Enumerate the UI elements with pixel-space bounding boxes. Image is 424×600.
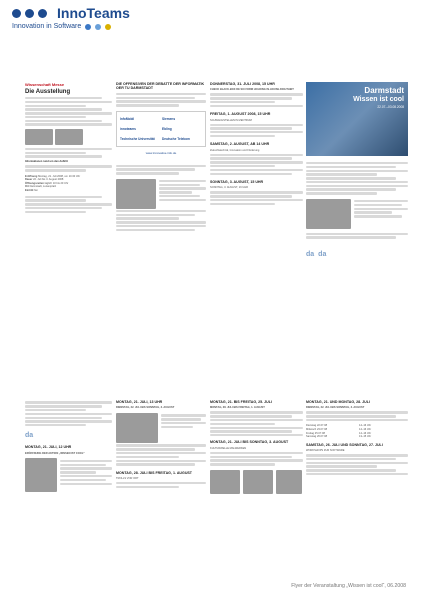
schedule-day: Samstag 26.07.08 xyxy=(306,435,328,439)
event-photo xyxy=(25,458,57,492)
poster-date: 22.07.–03.08.2008 xyxy=(377,105,404,109)
logo-text: da xyxy=(318,250,327,258)
section-subtitle: SONNTAG, 3. AUGUST, 16 UHR xyxy=(210,186,249,190)
sponsor-logo: InfoMobil xyxy=(120,116,135,121)
event-photo xyxy=(116,179,156,209)
section-title: MONTAG, 21. JULI BIS SONNTAG, 3. AUGUST xyxy=(210,440,289,445)
panel-exhibition xyxy=(25,82,112,394)
section-title: MONTAG, 28. JULI BIS FREITAG, 1. AUGUST xyxy=(116,470,193,475)
exhibition-photo xyxy=(25,129,53,145)
innoteams-logo xyxy=(12,5,212,48)
panel-monday xyxy=(116,400,206,578)
section-subtitle: WORKSHOPS ZUR SOFTWARE xyxy=(306,449,345,453)
tagline-dot-icon xyxy=(85,24,91,30)
section-subtitle: SCHWACHSTELLEN IM ZENTRUM xyxy=(210,118,252,122)
sponsor-logo: Ebling xyxy=(162,126,172,131)
panel-sponsors xyxy=(116,82,206,394)
section-subtitle: Zukunftstechnik, Innovation und Förderung xyxy=(210,148,260,152)
logo-dot-icon xyxy=(38,9,47,18)
panel-poster xyxy=(306,82,408,394)
schedule-time: 13–15 Uhr xyxy=(359,435,372,439)
page-footer: Flyer der Veranstaltung „Wissen ist cool“, 06.2008 xyxy=(291,583,406,589)
darmstadt-logo xyxy=(25,432,112,439)
panel-subtitle: Informationen rund um den Auftritt xyxy=(25,159,68,163)
logo-text: da xyxy=(306,250,315,258)
schedule-day: Dienstag 22.07.08 xyxy=(306,424,328,428)
logo-dot-icon xyxy=(12,9,21,18)
event-photo xyxy=(116,413,158,443)
panel-opening xyxy=(25,400,112,578)
sponsor-logo: innoteams xyxy=(120,126,136,131)
row-label: Eintritt xyxy=(25,188,34,192)
section-subtitle: KULTURWELLE MALWERKEN xyxy=(210,446,247,450)
panel-label: Wissenschaft Messe xyxy=(25,82,65,87)
schedule-day: Freitag 25.07.08 xyxy=(306,431,325,435)
brand-name: InnoTeams xyxy=(57,5,130,21)
panel-subtitle: MONTAG, 28. JULI BIS FREITAG, 1. AUGUST xyxy=(210,406,265,410)
sponsor-logo: Siemens xyxy=(162,116,176,121)
row-value: frei xyxy=(34,188,38,192)
panel-subtitle: DIENSTAG, 22. JULI BIS SONNTAG, 3. AUGUST xyxy=(116,406,175,410)
panel-subtitle: DIENSTAG, 22. JULI BIS SONNTAG, 3. AUGUST xyxy=(306,406,365,410)
brand-tagline: Innovation in Software xyxy=(12,23,82,30)
schedule-day: Mittwoch 23.07.08 xyxy=(306,427,328,431)
section-title: SAMSTAG, 2. AUGUST, AB 14 UHR xyxy=(210,142,270,147)
schedule-time: 14–16 Uhr xyxy=(359,424,372,428)
tagline-dot-icon xyxy=(105,24,111,30)
panel-subtitle: ERÖFFNUNG DER AKTION „WISSEN IST COOL“ xyxy=(25,451,85,455)
panel-title: MONTAG, 21. BIS FREITAG, 25. JULI xyxy=(210,400,272,404)
schedule-time: 14–16 Uhr xyxy=(359,431,372,435)
sponsor-logo: Deutsche Telekom xyxy=(162,136,190,141)
logo-text: da xyxy=(25,432,34,440)
tagline-dot-icon xyxy=(95,24,101,30)
panel-title: MONTAG, 21. JULI, 12 UHR xyxy=(25,445,72,450)
exhibition-photo xyxy=(55,129,83,145)
sponsor-url[interactable]: www.innovative.info.de xyxy=(145,150,177,155)
event-photo xyxy=(243,470,273,494)
event-photo xyxy=(210,470,240,494)
panel-title: MONTAG, 21. JULI, 13 UHR xyxy=(116,400,163,404)
schedule-table xyxy=(306,424,408,438)
panel-subtitle: CHECK BLACK-BOX DE SIX FORM HOLDING IN-HOUSE-DICHTHEIT xyxy=(210,88,294,92)
panel-workshops xyxy=(306,400,408,578)
row-value: 22. Juli bis 3. August 2008 xyxy=(33,178,64,182)
panel-title: MONTAG, 21. UND MONTAG, 28. JULI xyxy=(306,400,370,404)
campaign-poster xyxy=(306,82,408,156)
row-label: Eröffnung xyxy=(25,174,38,178)
sponsor-logo: Technische Universität xyxy=(120,136,155,141)
row-label: Öffnungszeiten xyxy=(25,181,44,185)
poster-headline: Wissen ist cool xyxy=(353,96,404,103)
panel-title: DONNERSTAG, 31. JULI 2008, 15 UHR xyxy=(210,82,275,86)
row-value: Montag, 21. Juli 2008, um 10.30 Uhr xyxy=(38,174,81,178)
event-photo xyxy=(306,199,351,229)
panel-week xyxy=(210,400,303,578)
section-subtitle: TROLLS VOR ORT xyxy=(116,477,139,481)
row-label: Ort xyxy=(25,185,29,189)
panel-events xyxy=(210,82,303,394)
sponsor-logos xyxy=(116,111,206,147)
darmstadt-logo xyxy=(306,251,408,258)
logo-dot-icon xyxy=(25,9,34,18)
section-title: SONNTAG, 3. AUGUST, 15 UHR xyxy=(210,179,264,184)
schedule-time: 14–16 Uhr xyxy=(359,427,372,431)
event-photo xyxy=(276,470,302,494)
row-value: täglich 10 bis 20 Uhr xyxy=(44,181,69,185)
section-title: FREITAG, 1. AUGUST 2008, 15 UHR xyxy=(210,112,271,117)
row-label: Dauer xyxy=(25,178,33,182)
row-value: Darmstadt, Luisenplatz xyxy=(29,185,57,189)
poster-city: Darmstadt xyxy=(364,86,404,95)
exhibition-title: Die Ausstellung xyxy=(25,89,71,95)
section-title: SAMSTAG, 26. JULI UND SONNTAG, 27. JULI xyxy=(306,442,383,447)
panel-title: DIE OFFENSIVEN DER DEBATTE DER INFORMATIK OER TU DARMSTADT xyxy=(116,82,205,91)
